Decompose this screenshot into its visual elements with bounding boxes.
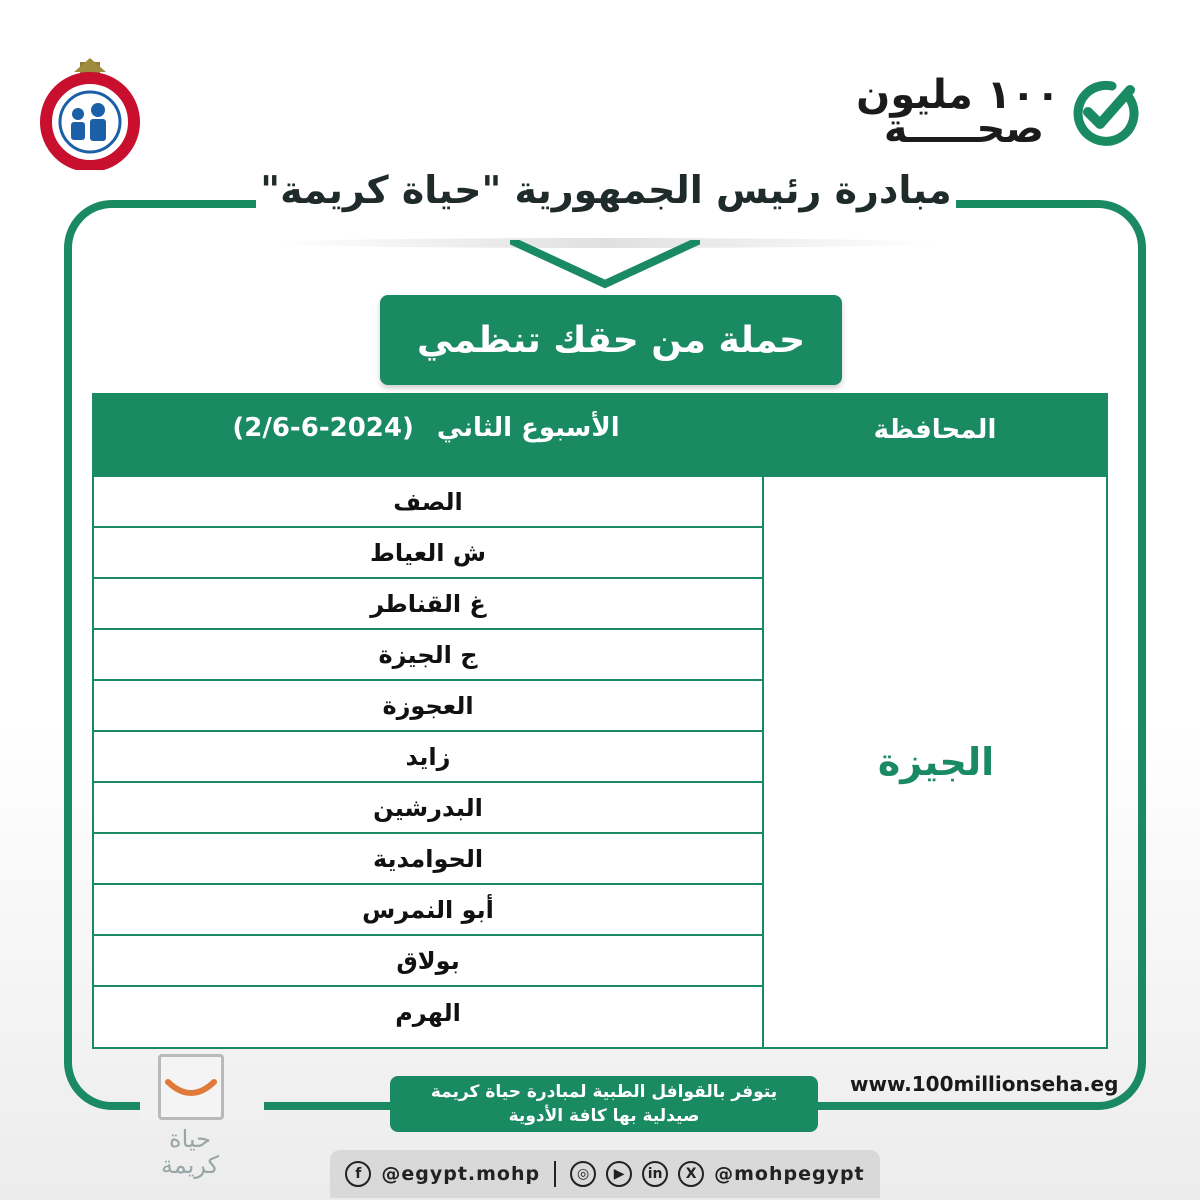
ministry-logo: [38, 58, 142, 170]
chevron-down-icon: [510, 240, 700, 292]
linkedin-icon[interactable]: in: [642, 1161, 668, 1187]
governorate-header: المحافظة: [873, 415, 997, 445]
table-row: ج الجيزة: [94, 630, 762, 681]
table-row: أبو النمرس: [94, 885, 762, 936]
youtube-icon[interactable]: ▶: [606, 1161, 632, 1187]
table-body: [92, 477, 1108, 1049]
week-dates: (2/6-6-2024): [232, 413, 414, 443]
table-row: الهرم: [395, 998, 461, 1027]
social-handle[interactable]: @mohpegypt: [714, 1163, 865, 1185]
table-row: بولاق: [94, 936, 762, 987]
table-row: العجوزة: [94, 681, 762, 732]
x-icon[interactable]: X: [678, 1161, 704, 1187]
brand-line-2: صحـــــة: [883, 106, 1044, 152]
table-row: الصف: [94, 477, 762, 528]
social-bar: [330, 1150, 880, 1198]
instagram-icon[interactable]: ◎: [570, 1161, 596, 1187]
brand-line-1: ١٠٠ مليون: [856, 72, 1060, 118]
page-title: مبادرة رئيس الجمهورية "حياة كريمة": [260, 168, 952, 212]
table-row: زايد: [94, 732, 762, 783]
website-link[interactable]: www.100millionseha.eg: [850, 1072, 1119, 1096]
table-header: [92, 393, 1108, 477]
hayah-karima-logo: [150, 1050, 240, 1190]
facebook-icon[interactable]: f: [345, 1161, 371, 1187]
governorate-cell: الجيزة: [877, 740, 995, 784]
check-icon: [1068, 76, 1140, 148]
pharmacy-note: [390, 1076, 818, 1132]
smile-icon: [162, 1074, 220, 1108]
week-header: [92, 413, 760, 443]
districts-table: [92, 393, 1108, 1049]
facebook-handle[interactable]: @egypt.mohp: [381, 1163, 541, 1185]
table-row: البدرشين: [94, 783, 762, 834]
table-row: غ القناطر: [94, 579, 762, 630]
campaign-title: حملة من حقك تنظمي: [380, 295, 842, 385]
week-label: الأسبوع الثاني: [436, 413, 620, 443]
table-row: الحوامدية: [94, 834, 762, 885]
pharmacy-note-line-2: صيدلية بها كافة الأدوية: [508, 1106, 700, 1126]
hayah-logo-text: حياة كريمة: [160, 1125, 220, 1179]
brand-100-million-seha: [856, 70, 1140, 152]
table-row: ش العياط: [94, 528, 762, 579]
district-rows: [94, 477, 762, 1038]
ministry-emblem-icon: [38, 58, 142, 170]
pharmacy-note-line-1: يتوفر بالقوافل الطبية لمبادرة حياة كريمة: [430, 1082, 778, 1102]
